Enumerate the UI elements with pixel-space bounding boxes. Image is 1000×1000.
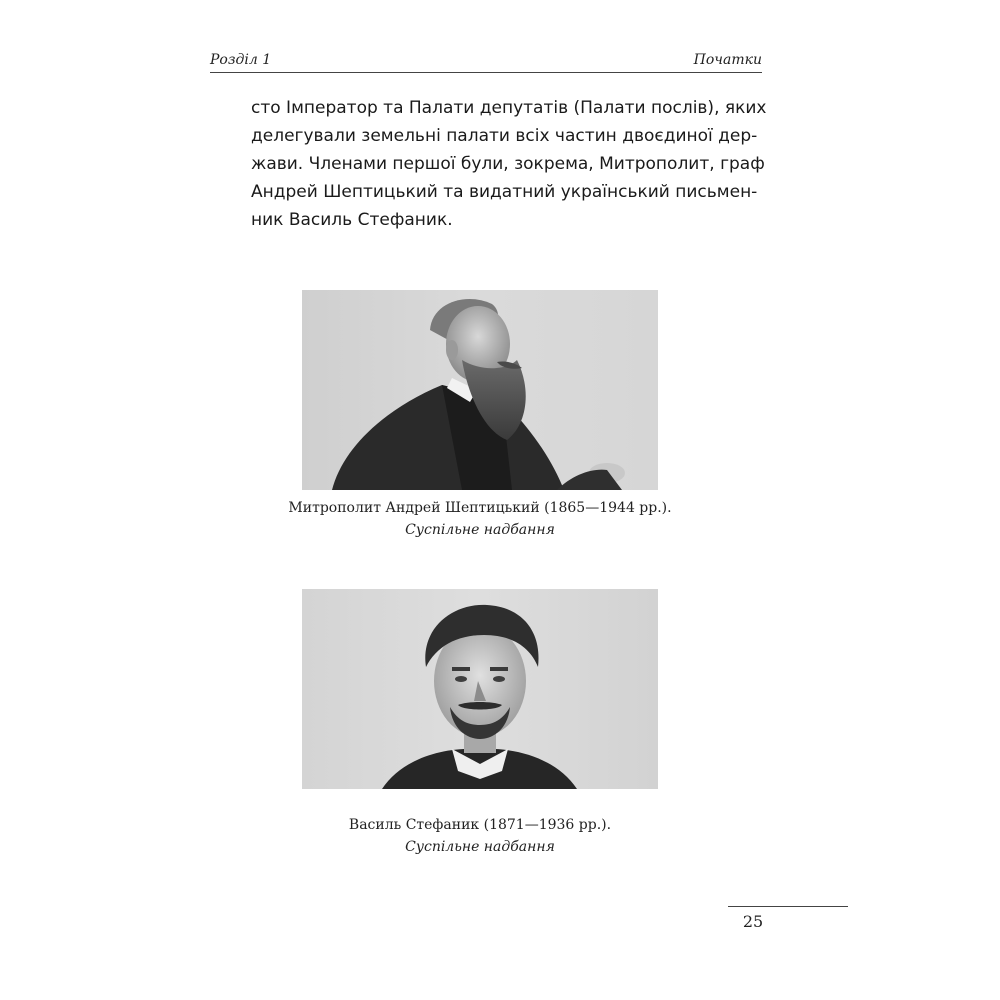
photo-caption — [220, 814, 740, 858]
footer-divider — [728, 906, 848, 907]
caption-title: Митрополит Андрей Шептицький (1865—1944 рр.). — [288, 500, 672, 516]
section-label: Початки — [693, 52, 762, 68]
caption-title: Василь Стефаник (1871—1936 рр.). — [348, 817, 612, 833]
portrait-photo-sheptytsky — [302, 290, 658, 490]
portrait-photo-stefanyk — [302, 589, 658, 789]
photo-caption — [220, 497, 740, 541]
paragraph-line: жави. Членами першої були, зокрема, Митрополит, граф — [251, 154, 765, 174]
running-header — [210, 52, 762, 72]
paragraph-line: ник Василь Стефаник. — [251, 210, 453, 230]
page-number: 25 — [742, 912, 764, 931]
caption-credit: Суспільне надбання — [405, 522, 555, 538]
chapter-label: Розділ 1 — [210, 52, 272, 68]
paragraph-line: Андрей Шептицький та видатний український письмен- — [251, 182, 758, 202]
paragraph-line: делегували земельні палати всіх частин двоєдиної дер- — [251, 126, 758, 146]
paragraph-line: сто Імператор та Палати депутатів (Палати послів), яких — [251, 98, 767, 118]
body-paragraph — [251, 94, 767, 234]
header-divider — [210, 72, 762, 73]
caption-credit: Суспільне надбання — [405, 839, 555, 855]
